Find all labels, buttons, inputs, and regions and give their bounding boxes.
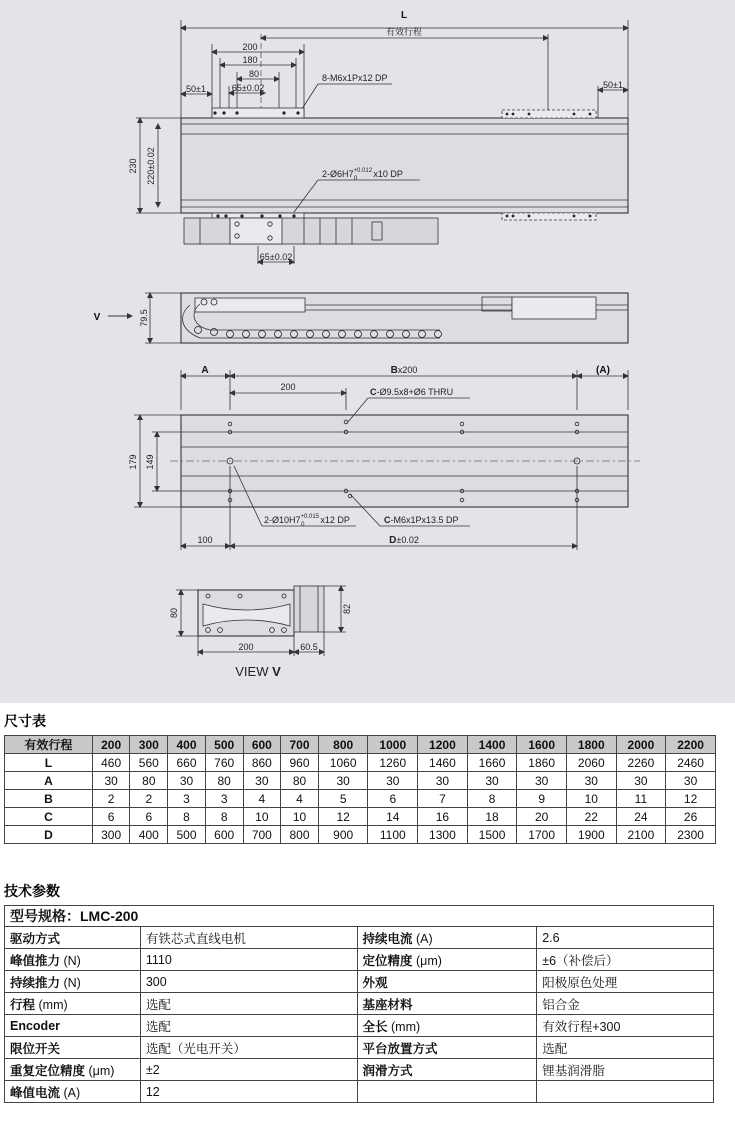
table-cell: 8	[205, 808, 243, 826]
table-cell: 2300	[666, 826, 716, 844]
spec-label-text: 峰值电流	[10, 1085, 61, 1100]
table-cell: 700	[243, 826, 281, 844]
spec-label-text: 持续电流	[362, 931, 413, 946]
table-cell: 30	[517, 772, 567, 790]
spec-value: ±6（补偿后）	[537, 949, 714, 971]
spec-model-row	[5, 906, 714, 927]
spec-label	[357, 993, 537, 1015]
table-cell: 2	[130, 790, 168, 808]
table-cell: 24	[616, 808, 666, 826]
spec-unit: (μm)	[412, 953, 442, 968]
table-cell: 80	[205, 772, 243, 790]
dim-79-5: 79.5	[139, 309, 149, 327]
dim-230: 230	[128, 158, 138, 174]
table-cell: 30	[368, 772, 418, 790]
spec-value: 阳极原色处理	[537, 971, 714, 993]
table-cell: 2100	[616, 826, 666, 844]
spec-label-text: 平台放置方式	[362, 1041, 438, 1056]
dim-D-letter: D	[389, 535, 397, 546]
spec-row	[5, 949, 714, 971]
spec-label-text: 峰值推力	[10, 953, 61, 968]
spec-label-text: 持续推力	[10, 975, 61, 990]
table-cell: 7	[418, 790, 468, 808]
end-view	[176, 586, 346, 656]
spec-row	[5, 927, 714, 949]
spec-unit: (mm)	[35, 997, 68, 1012]
header-cell: 500	[205, 736, 243, 754]
table-cell: 1460	[418, 754, 468, 772]
spec-label	[357, 1081, 537, 1103]
table-cell: 400	[130, 826, 168, 844]
view-direction-label: V	[93, 312, 101, 323]
dim-200: 200	[242, 42, 258, 52]
spec-unit: (A)	[60, 1085, 81, 1100]
view-caption	[235, 664, 281, 679]
spec-label-text: 基座材料	[362, 997, 413, 1012]
table-cell: 10	[243, 808, 281, 826]
spec-label	[5, 971, 141, 993]
spec-value: 选配	[537, 1037, 714, 1059]
dim-149: 149	[145, 454, 155, 470]
spec-row	[5, 971, 714, 993]
table-cell: 9	[517, 790, 567, 808]
c-thread-prefix: C	[384, 515, 391, 525]
spec-value: 300	[140, 971, 357, 993]
pin-tol-lower: 0	[301, 522, 305, 528]
spec-table-title: 技术参数	[4, 883, 60, 899]
dim-60-5: 60.5	[300, 642, 318, 652]
spec-row	[5, 1015, 714, 1037]
header-cell: 2000	[616, 736, 666, 754]
spec-unit: (μm)	[85, 1063, 115, 1078]
pin-hole-tol-lower: 0	[354, 176, 358, 182]
spec-label	[357, 927, 537, 949]
table-cell: 6	[368, 790, 418, 808]
table-cell: 3	[168, 790, 206, 808]
model-label: 型号规格：LMC-200	[5, 906, 714, 927]
table-cell: 16	[418, 808, 468, 826]
header-cell: 200	[92, 736, 130, 754]
dim-100: 100	[197, 535, 213, 545]
spec-label	[357, 949, 537, 971]
spec-label	[5, 927, 141, 949]
dim-65-bottom: 65±0.02	[259, 252, 293, 262]
table-cell: 300	[92, 826, 130, 844]
spec-label-text: Encoder	[10, 1018, 61, 1033]
spec-row	[5, 1037, 714, 1059]
spec-value: 有铁芯式直线电机	[140, 927, 357, 949]
side-view-labels	[94, 309, 149, 327]
spec-label	[5, 1059, 141, 1081]
dim-A: A	[201, 365, 209, 376]
table-cell: 4	[281, 790, 319, 808]
table-cell: 900	[318, 826, 368, 844]
spec-value: 2.6	[537, 927, 714, 949]
spec-value: ±2	[140, 1059, 357, 1081]
table-cell: 600	[205, 826, 243, 844]
spec-label	[357, 1037, 537, 1059]
dim-B-letter: B	[390, 365, 398, 376]
table-row	[5, 772, 716, 790]
spec-row	[5, 1081, 714, 1103]
table-cell: 30	[666, 772, 716, 790]
dim-A-paren: (A)	[596, 365, 610, 376]
header-cell: 1000	[368, 736, 418, 754]
table-cell: 20	[517, 808, 567, 826]
table-cell: 1860	[517, 754, 567, 772]
spec-label	[5, 1015, 141, 1037]
view-caption-letter: V	[272, 664, 281, 679]
dim-D	[389, 535, 419, 546]
spec-row	[5, 993, 714, 1015]
table-cell: 11	[616, 790, 666, 808]
table-cell: 30	[467, 772, 517, 790]
header-cell: 1200	[418, 736, 468, 754]
spec-label-text: 重复定位精度	[10, 1063, 86, 1078]
table-cell: 660	[168, 754, 206, 772]
spec-value: 1110	[140, 949, 357, 971]
dim-50-right: 50±1	[603, 80, 623, 90]
side-view	[108, 293, 628, 343]
spec-value: 选配（光电开关）	[140, 1037, 357, 1059]
table-cell: 30	[418, 772, 468, 790]
header-cell: 1400	[467, 736, 517, 754]
table-cell: 30	[616, 772, 666, 790]
spec-unit: (A)	[412, 931, 433, 946]
pin-hole-tol-upper: +0.012	[353, 168, 373, 174]
spec-label-text: 行程	[10, 997, 36, 1012]
header-cell: 400	[168, 736, 206, 754]
table-cell: 30	[92, 772, 130, 790]
spec-label-text: 润滑方式	[362, 1063, 413, 1078]
c-hole-suffix: -Ø9.5x8+Ø6 THRU	[376, 387, 454, 397]
dim-65: 65±0.02	[231, 83, 265, 93]
dim-220: 220±0.02	[146, 147, 156, 185]
table-cell: 960	[281, 754, 319, 772]
table-cell: 80	[281, 772, 319, 790]
dimension-table-header	[5, 736, 716, 754]
spec-unit: (N)	[60, 975, 81, 990]
dim-L: L	[400, 10, 408, 21]
spec-label-text: 外观	[362, 975, 388, 990]
spec-unit: (mm)	[387, 1019, 421, 1034]
table-cell: 760	[205, 754, 243, 772]
spec-label	[357, 1059, 537, 1081]
row-label: C	[5, 808, 93, 826]
dim-50-left: 50±1	[186, 84, 206, 94]
table-cell: 8	[467, 790, 517, 808]
table-cell: 30	[318, 772, 368, 790]
dimension-table-body	[5, 754, 716, 844]
spec-label	[5, 1037, 141, 1059]
table-cell: 10	[566, 790, 616, 808]
table-cell: 26	[666, 808, 716, 826]
row-label: A	[5, 772, 93, 790]
table-cell: 14	[368, 808, 418, 826]
table-cell: 6	[130, 808, 168, 826]
spec-value: 12	[140, 1081, 357, 1103]
table-cell: 2060	[566, 754, 616, 772]
spec-value: 选配	[140, 993, 357, 1015]
table-cell: 12	[318, 808, 368, 826]
c-hole-prefix: C	[370, 387, 377, 397]
header-cell: 600	[243, 736, 281, 754]
header-cell: 800	[318, 736, 368, 754]
table-row	[5, 790, 716, 808]
spec-value: 铝合金	[537, 993, 714, 1015]
dim-D-suffix: ±0.02	[396, 535, 419, 545]
table-cell: 6	[92, 808, 130, 826]
header-cell: 700	[281, 736, 319, 754]
pin-tol-upper: +0.015	[300, 514, 320, 520]
pin-hole-prefix: 2-Ø6H7	[322, 169, 354, 179]
table-cell: 4	[243, 790, 281, 808]
header-cell: 1600	[517, 736, 567, 754]
spec-unit: (N)	[60, 953, 81, 968]
dimension-table-title: 尺寸表	[4, 713, 46, 729]
pin-suffix: x12 DP	[320, 515, 350, 525]
table-cell: 2	[92, 790, 130, 808]
dim-B	[391, 365, 418, 376]
table-cell: 22	[566, 808, 616, 826]
spec-value: 选配	[140, 1015, 357, 1037]
table-cell: 860	[243, 754, 281, 772]
thread-note: 8-M6x1Px12 DP	[322, 73, 388, 83]
row-label: D	[5, 826, 93, 844]
spec-label-text: 驱动方式	[10, 931, 61, 946]
spec-label-text: 限位开关	[10, 1041, 61, 1056]
view-caption-prefix: VIEW	[235, 664, 273, 679]
spec-value: 锂基润滑脂	[537, 1059, 714, 1081]
table-cell: 2260	[616, 754, 666, 772]
spec-value	[537, 1081, 714, 1103]
table-cell: 30	[566, 772, 616, 790]
table-cell: 10	[281, 808, 319, 826]
table-cell: 30	[168, 772, 206, 790]
table-cell: 500	[168, 826, 206, 844]
table-cell: 80	[130, 772, 168, 790]
table-cell: 8	[168, 808, 206, 826]
spec-label	[5, 1081, 141, 1103]
spec-value: 有效行程+300	[537, 1015, 714, 1037]
spec-label	[5, 993, 141, 1015]
table-cell: 3	[205, 790, 243, 808]
top-view	[136, 20, 628, 264]
spec-label	[5, 949, 141, 971]
dim-80: 80	[248, 69, 260, 79]
dim-B-suffix: x200	[397, 365, 418, 375]
table-cell: 30	[243, 772, 281, 790]
dim-179: 179	[128, 454, 138, 470]
spec-label	[357, 1015, 537, 1037]
header-cell-stroke: 有效行程	[5, 736, 93, 754]
dim-82: 82	[342, 603, 352, 615]
table-cell: 1100	[368, 826, 418, 844]
table-cell: 1260	[368, 754, 418, 772]
table-cell: 1500	[467, 826, 517, 844]
table-cell: 12	[666, 790, 716, 808]
table-cell: 1060	[318, 754, 368, 772]
table-cell: 460	[92, 754, 130, 772]
c-hole-note	[370, 387, 453, 397]
table-cell: 1900	[566, 826, 616, 844]
spec-label-text: 定位精度	[362, 953, 413, 968]
spec-label	[357, 971, 537, 993]
table-cell: 5	[318, 790, 368, 808]
c-thread-note	[384, 515, 459, 525]
table-cell: 800	[281, 826, 319, 844]
header-cell: 1800	[566, 736, 616, 754]
dim-effective-stroke: 有效行程	[385, 27, 423, 37]
spec-table	[4, 905, 714, 1103]
table-cell: 1300	[418, 826, 468, 844]
dim-200-end: 200	[238, 642, 254, 652]
row-label: L	[5, 754, 93, 772]
header-cell: 300	[130, 736, 168, 754]
header-cell: 2200	[666, 736, 716, 754]
table-row	[5, 808, 716, 826]
table-cell: 1700	[517, 826, 567, 844]
spec-label-text: 全长	[362, 1019, 388, 1034]
table-row	[5, 754, 716, 772]
table-cell: 560	[130, 754, 168, 772]
dim-200-base: 200	[280, 382, 296, 392]
pin-prefix: 2-Ø10H7	[264, 515, 301, 525]
table-cell: 18	[467, 808, 517, 826]
dim-80-end: 80	[169, 607, 179, 619]
table-row	[5, 826, 716, 844]
dim-180: 180	[242, 55, 258, 65]
spec-row	[5, 1059, 714, 1081]
c-thread-suffix: -M6x1Px13.5 DP	[390, 515, 459, 525]
dimension-table	[4, 735, 716, 844]
table-cell: 1660	[467, 754, 517, 772]
table-cell: 2460	[666, 754, 716, 772]
row-label: B	[5, 790, 93, 808]
pin-hole-suffix: x10 DP	[373, 169, 403, 179]
